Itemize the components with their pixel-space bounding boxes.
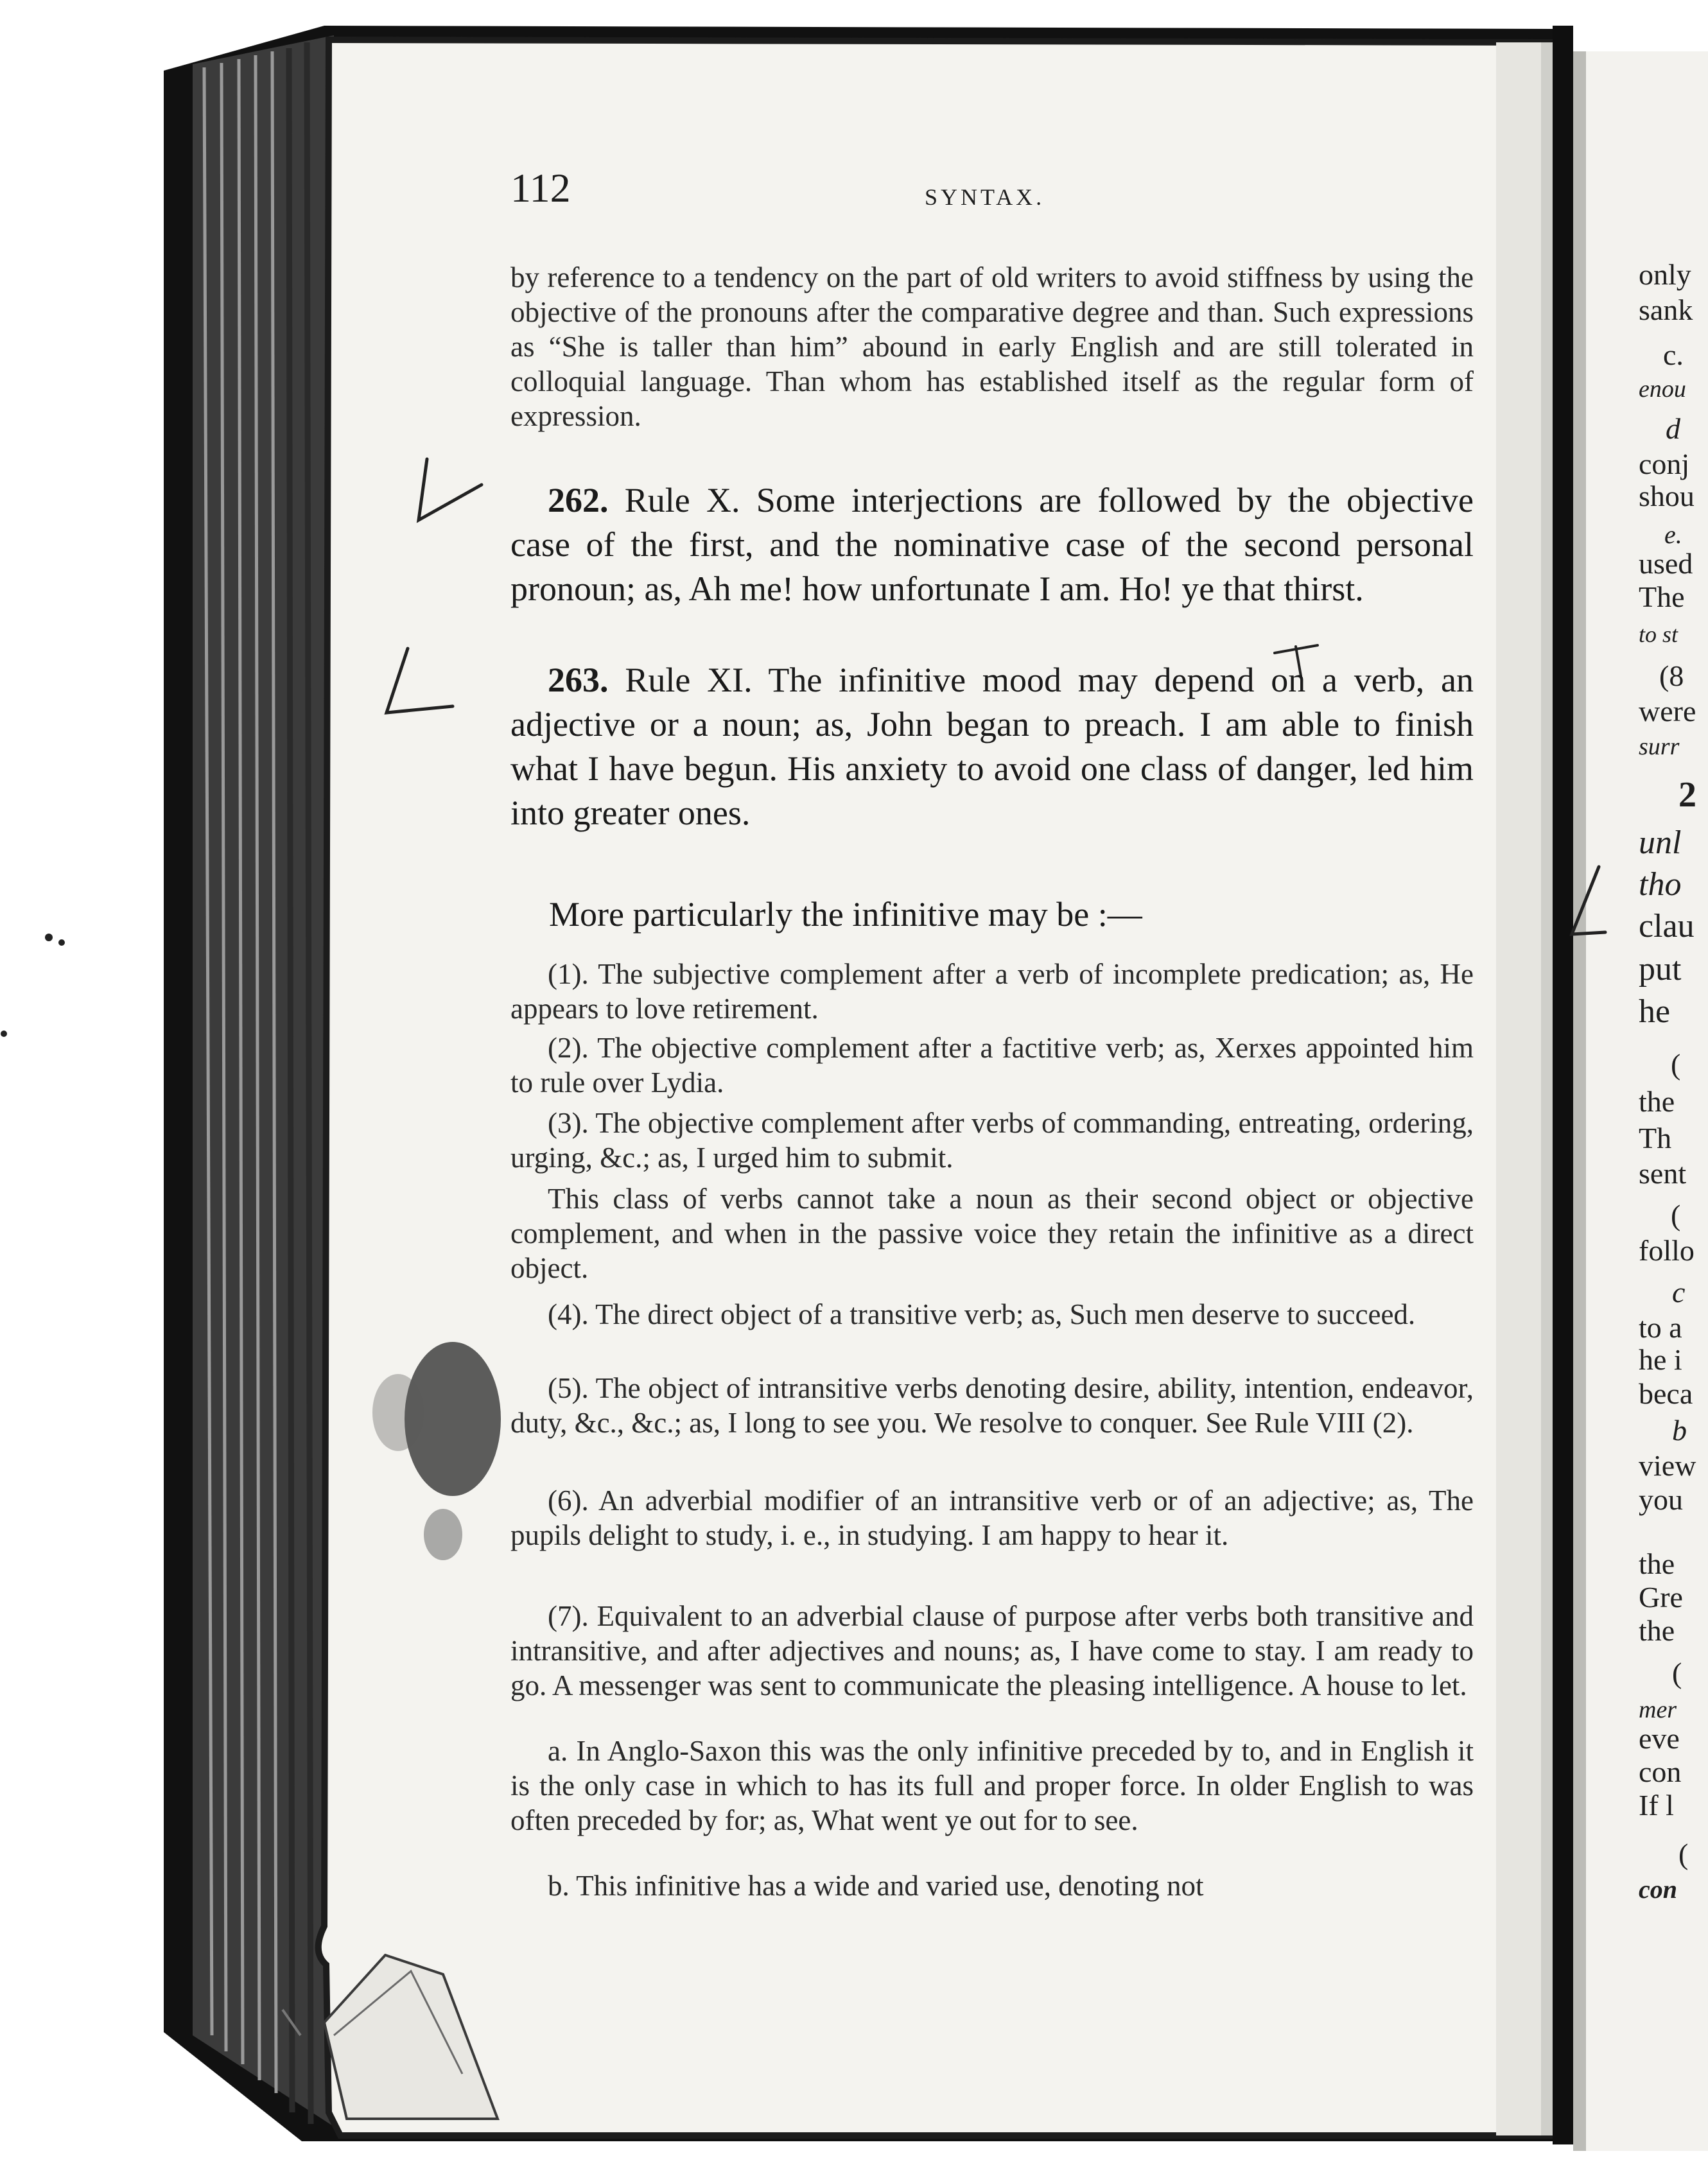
right-page-line: were [1639,695,1696,727]
right-page-line: conj [1639,448,1690,480]
running-head: SYNTAX. [925,184,1045,210]
margin-tick-mark-263 [379,636,462,726]
right-page-line: e. [1664,520,1682,549]
right-page-line: ( [1671,1048,1681,1081]
list-item-5: (5). The object of intransitive verbs denoting desire, ability, intention, endeavor, duty, &c., &c.; as, I long to see you. We resolve to conquer. See Rule VIII (2). [510,1372,1474,1439]
right-page-line: beca [1639,1377,1693,1410]
note-a: a. In Anglo-Saxon this was the only infinitive preceded by to, and in English it is the only case in which to has its full and proper force. In older English to was often preceded by for; as, What went ye out for to see. [510,1735,1474,1836]
right-page-line: d [1666,412,1680,445]
right-page-line: enou [1639,376,1686,403]
right-page-line: used [1639,547,1693,580]
right-page-line: con [1639,1755,1682,1788]
right-page-line: sent [1639,1157,1687,1190]
right-page-line: the [1639,1547,1675,1580]
right-page-line: con [1639,1875,1677,1904]
right-page-line: ( [1672,1657,1682,1689]
right-page-line: the [1639,1614,1675,1647]
list-item-7: (7). Equivalent to an adverbial clause of purpose after verbs both transitive and intransitive, and after adjectives and nouns; as, I have come to stay. I am ready to go. A messenger was sent to communicate the pleasing intelligence. A house to let. [510,1600,1474,1701]
rule-text: Some interjections are followed by the objective case of the first, and the nominative case of the second personal pronoun; as, Ah me! how unfortunate I am. Ho! ye that thirst. [510,481,1474,608]
right-page-line: he [1639,994,1671,1030]
right-page-line: the [1639,1085,1675,1118]
paragraph-continued: by reference to a tendency on the part of old writers to avoid stiffness by using the objective of the pronouns after the comparative degree and than. Such expressions as “She is taller than him” abound in early English and are still tolerated in colloquial language. Than whom has established itself as the regular form of expression. [510,261,1474,432]
right-page-line: If l [1639,1789,1674,1822]
list-item-4: (4). The direct object of a transitive verb; as, Such men deserve to succeed. [548,1298,1416,1330]
page-number: 112 [510,165,571,211]
right-page-line: unl [1639,825,1682,861]
list-item-1: (1). The subjective complement after a verb of incomplete predication; as, He appears to love retirement. [510,958,1474,1025]
section-number: 263. [548,661,609,699]
right-page-line: to st [1639,622,1678,647]
right-page-line: put [1639,952,1682,987]
right-page-line: Gre [1639,1581,1683,1613]
right-page-line: follo [1639,1234,1695,1267]
section-number: 262. [548,481,609,519]
right-page-line: c [1672,1276,1686,1309]
note-paragraph: This class of verbs cannot take a noun as their second object or objective complement, and when in the passive voice they retain the infinitive as a direct object. [510,1183,1474,1284]
right-page-line: b [1672,1414,1687,1447]
rule-label: Rule XI. [625,661,753,699]
right-page-line: tho [1639,867,1682,903]
rule-263 [510,658,1474,835]
margin-tick-mark-262 [411,449,488,533]
right-page-line: eve [1639,1722,1680,1755]
list-item-3: (3). The objective complement after verbs of commanding, entreating, ordering, urging, &c.; as, I urged him to submit. [510,1107,1474,1174]
list-item-6: (6). An adverbial modifier of an intransitive verb or of an adjective; as, The pupils delight to study, i. e., in studying. I am happy to hear it. [510,1484,1474,1551]
right-page-line: The [1639,580,1685,613]
right-page-line: sank [1639,293,1693,326]
right-page-line: Th [1639,1122,1672,1154]
right-page-line: you [1639,1483,1683,1516]
right-page-line: mer [1639,1696,1677,1723]
list-intro: More particularly the infinitive may be :— [549,895,1142,934]
right-page-line: c. [1663,338,1684,371]
right-page-line: (8 [1659,659,1684,692]
right-page-line: shou [1639,480,1695,512]
rule-262 [510,478,1474,611]
right-page-line: 2 [1678,777,1696,813]
rule-text: The infinitive mood may depend on a verb, an adjective or a noun; as, John began to preach. I am able to finish what I have begun. His anxiety to avoid one class of danger, led him into greater ones. [510,661,1474,832]
list-item-2: (2). The objective complement after a factitive verb; as, Xerxes appointed him to rule over Lydia. [510,1032,1474,1099]
right-page-line: view [1639,1449,1696,1482]
right-page-line: he i [1639,1343,1682,1376]
right-page-line: ( [1671,1199,1681,1231]
right-page-line: ( [1678,1838,1689,1870]
right-page-line: to a [1639,1311,1682,1344]
rule-label: Rule X. [624,481,740,519]
right-page-line: only [1639,258,1691,291]
note-b: b. This infinitive has a wide and varied use, denoting not [548,1870,1204,1902]
right-page-line: clau [1639,909,1695,944]
right-page-line: surr [1639,733,1680,760]
margin-tick-mark-right-page [1560,860,1612,944]
